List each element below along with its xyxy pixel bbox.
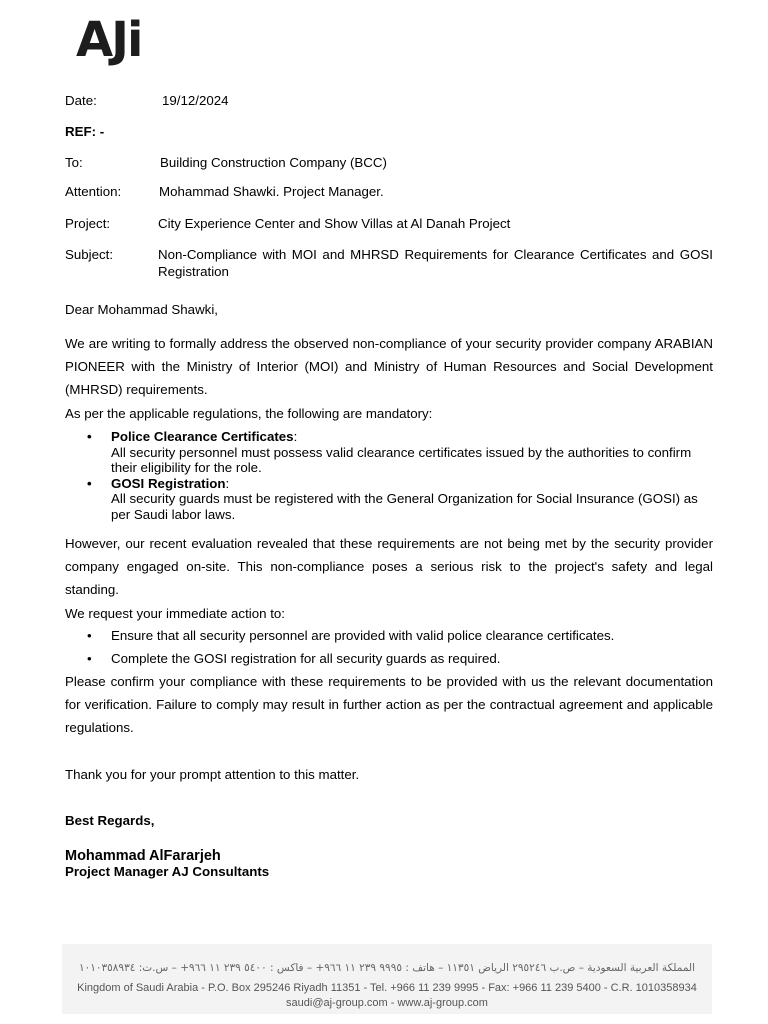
footer-english-address: Kingdom of Saudi Arabia - P.O. Box 295246 Riyadh 11351 - Tel. +966 11 239 9995 - Fax: +966 11 239 5400 - C.R. 1010358934 <box>77 982 697 994</box>
action-text: Ensure that all security personnel are provided with valid police clearance certificates. <box>111 628 615 643</box>
footer-arabic-address: المملكة العربية السعودية – ص.ب ٢٩٥٢٤٦ الرياض ١١٣٥١ – هاتف : ٩٩٩٥ ٢٣٩ ١١ ٩٦٦+ – فاكس : ٥٤٠٠ ٢٣٩ ١١ ٩٦٦+ – س.ت: ١٠١٠٣٥٨٩٣٤ <box>78 962 696 974</box>
requirements-list <box>65 429 713 522</box>
letterhead-footer <box>62 944 712 1014</box>
action-text: Complete the GOSI registration for all security guards as required. <box>111 651 501 667</box>
subject-value: Non-Compliance with MOI and MHRSD Requirements for Clearance Certificates and GOSI Registration <box>158 247 713 279</box>
project-label: Project: <box>65 216 111 231</box>
intro-paragraph: We are writing to formally address the observed non-compliance of your security provider company ARABIAN PIONEER with the Ministry of Interior (MOI) and Ministry of Human Resources and Social Development (MHRSD) requirements. <box>65 336 713 398</box>
requirement-desc: All security guards must be registered with the General Organization for Social Insurance (GOSI) as per Saudi labor laws. <box>111 491 698 522</box>
list-item <box>65 647 713 670</box>
ref-line: REF: - <box>65 124 105 139</box>
requirement-title: Police Clearance Certificates <box>111 429 294 444</box>
confirm-paragraph: Please confirm your compliance with these requirements to be provided with us the relevant documentation for verification. Failure to comply may result in further action as per the contractual agreement and applicable regulations. <box>65 674 713 736</box>
evaluation-paragraph: However, our recent evaluation revealed that these requirements are not being met by the security provider company engaged on-site. This non-compliance poses a serious risk to the project's safety and legal standing. <box>65 536 713 598</box>
date-value: 19/12/2024 <box>162 93 229 108</box>
attention-label: Attention: <box>65 184 122 199</box>
subject-label: Subject: <box>65 247 114 262</box>
bullet-icon: • <box>87 628 92 643</box>
salutation: Dear Mohammad Shawki, <box>65 302 218 317</box>
signatory-name: Mohammad AlFararjeh <box>65 848 221 864</box>
footer-contact: saudi@aj-group.com - www.aj-group.com <box>286 997 488 1009</box>
request-intro: We request your immediate action to: <box>65 606 285 621</box>
attention-value: Mohammad Shawki. Project Manager. <box>159 184 384 199</box>
to-label: To: <box>65 155 83 170</box>
bullet-icon: • <box>87 651 92 667</box>
requirement-desc: All security personnel must possess valid clearance certificates issued by the authorities to confirm their eligibility for the role. <box>111 444 692 475</box>
thanks-line: Thank you for your prompt attention to this matter. <box>65 767 360 782</box>
requirement-title: GOSI Registration <box>111 475 226 491</box>
bullet-icon: • <box>87 429 92 444</box>
list-item: • Police Clearance Certificates: All security personnel must possess valid clearance certificates issued by the authorities to confirm their eligibility for the role. <box>87 429 692 475</box>
to-value: Building Construction Company (BCC) <box>160 155 387 170</box>
project-value: City Experience Center and Show Villas at Al Danah Project <box>158 216 511 231</box>
signatory-title: Project Manager AJ Consultants <box>65 864 270 879</box>
mandatory-intro: As per the applicable regulations, the following are mandatory: <box>65 406 433 421</box>
actions-list <box>65 624 713 670</box>
bullet-icon: • <box>87 475 92 491</box>
list-item: • GOSI Registration: All security guards must be registered with the General Organization for Social Insurance (GOSI) as per Saudi labor laws. <box>87 475 698 522</box>
closing-line: Best Regards, <box>65 813 155 828</box>
aj-logo: AJi <box>76 12 142 68</box>
date-label: Date: <box>65 93 97 108</box>
list-item <box>65 624 713 647</box>
